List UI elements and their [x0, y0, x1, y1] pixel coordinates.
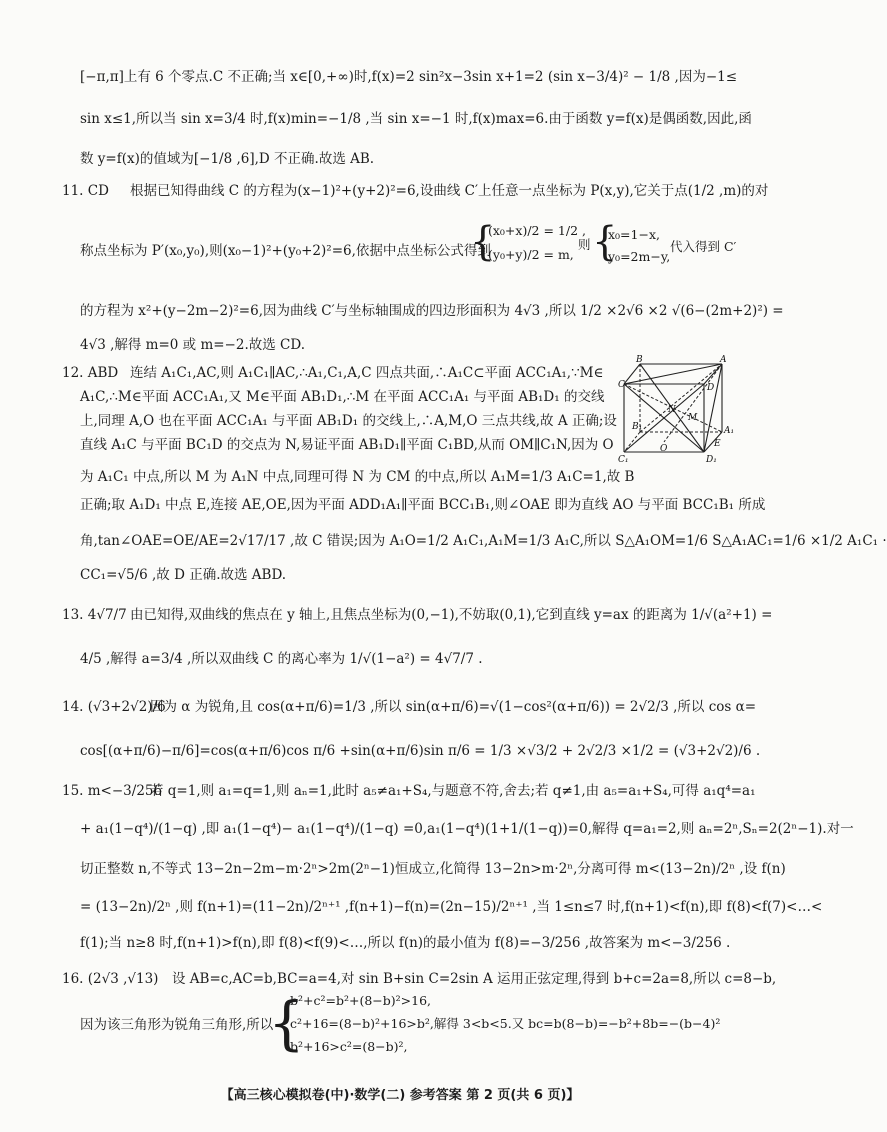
q11-answer: 11. CD — [62, 183, 109, 199]
q16-text: 因为该三角形为锐角三角形,所以 — [80, 1017, 274, 1033]
cube-figure — [618, 355, 735, 465]
brace: { — [268, 989, 305, 1057]
equation: x₀=1−x, — [608, 227, 660, 242]
q11-text: 的方程为 x²+(y−2m−2)²=6,因为曲线 C′与坐标轴围成的四边形面积为 4√3 ,所以 1/2 ×2√6 ×2 √(6−(2m+2)²) = — [80, 303, 784, 319]
q14-text: 因为 α 为锐角,且 cos(α+π/6)=1/3 ,所以 sin(α+π/6)=√(1−cos²(α+π/6)) = 2√2/3 ,所以 cos α= — [150, 699, 757, 715]
equation: b²+16>c²=(8−b)², — [290, 1039, 408, 1054]
text-fragment: 则 — [578, 237, 591, 252]
label-d1: D₁ — [706, 455, 717, 465]
q12-answer: 12. ABD — [62, 365, 119, 381]
page-footer: 【高三核心模拟卷(中)·数学(二) 参考答案 第 2 页(共 6 页)】 — [220, 1088, 580, 1103]
label-c1: C₁ — [618, 455, 629, 465]
equation: c²+16=(8−b)²+16>b²,解得 3<b<5.又 bc=b(8−b)=−b²+8b=−(b−4)² — [290, 1016, 721, 1031]
brace: { — [592, 219, 618, 265]
q12-text: 上,同理 A,O 也在平面 ACC₁A₁ 与平面 AB₁D₁ 的交线上,∴A,M,O 三点共线,故 A 正确;设 — [80, 413, 617, 429]
q12-text: 角,tan∠OAE=OE/AE=2√17/17 ,故 C 错误;因为 A₁O=1/2 A₁C₁,A₁M=1/3 A₁C,所以 S△A₁OM=1/6 S△A₁AC₁=1/6 ×1/2 A₁C₁ · — [80, 533, 887, 549]
equation: y₀=2m−y, — [608, 249, 671, 264]
q15-answer: 15. m<−3/256 — [62, 783, 163, 799]
equation: b²+c²=b²+(8−b)²>16, — [290, 993, 432, 1008]
q12-text: A₁C,∴M∈平面 ACC₁A₁,又 M∈平面 AB₁D₁,∴M 在平面 ACC₁A₁ 与平面 AB₁D₁ 的交线 — [80, 389, 605, 405]
label-a: A — [720, 355, 727, 365]
q15-text: = (13−2n)/2ⁿ ,则 f(n+1)=(11−2n)/2ⁿ⁺¹ ,f(n+1)−f(n)=(2n−15)/2ⁿ⁺¹ ,当 1≤n≤7 时,f(n+1)<f(n),即 f(8)<f(7)<…< — [80, 899, 823, 915]
q14-answer: 14. (√3+2√2)/6 — [62, 699, 166, 715]
q13-text: 由已知得,双曲线的焦点在 y 轴上,且焦点坐标为(0,−1),不妨取(0,1),它到直线 y=ax 的距离为 1/√(a²+1) = — [130, 607, 773, 623]
q12-text: 连结 A₁C₁,AC,则 A₁C₁∥AC,∴A₁,C₁,A,C 四点共面,∴A₁C⊂平面 ACC₁A₁,∵M∈ — [130, 365, 604, 381]
text-line: [−π,π]上有 6 个零点.C 不正确;当 x∈[0,+∞)时,f(x)=2 sin²x−3sin x+1=2 (sin x−3/4)² − 1/8 ,因为−1≤ — [80, 69, 738, 85]
equation: (x₀+x)/2 = 1/2 , — [488, 223, 586, 238]
q15-text: 切正整数 n,不等式 13−2n−2m−m·2ⁿ>2m(2ⁿ−1)恒成立,化简得 13−2n>m·2ⁿ,分离可得 m<(13−2n)/2ⁿ ,设 f(n) — [80, 861, 786, 877]
label-b: B — [636, 355, 643, 365]
q13-answer: 13. 4√7/7 — [62, 607, 127, 623]
cube-diagram — [618, 355, 735, 465]
text-line: 数 y=f(x)的值域为[−1/8 ,6],D 不正确.故选 AB. — [80, 151, 375, 167]
brace: { — [470, 219, 496, 265]
q12-text: 正确;取 A₁D₁ 中点 E,连接 AE,OE,因为平面 ADD₁A₁∥平面 BCC₁B₁,则∠OAE 即为直线 AO 与平面 BCC₁B₁ 所成 — [80, 497, 766, 513]
q16-answer: 16. (2√3 ,√13) — [62, 971, 159, 987]
label-m: M — [688, 413, 698, 423]
label-c: C — [618, 380, 625, 390]
q11-text: 称点坐标为 P′(x₀,y₀),则(x₀−1)²+(y₀+2)²=6,依据中点坐标公式得到 — [80, 243, 491, 259]
q11-text: 4√3 ,解得 m=0 或 m=−2.故选 CD. — [80, 337, 305, 353]
label-n: N — [668, 405, 676, 415]
q14-text: cos[(α+π/6)−π/6]=cos(α+π/6)cos π/6 +sin(α+π/6)sin π/6 = 1/3 ×√3/2 + 2√2/3 ×1/2 = (√3+2√2)/6 . — [80, 743, 761, 759]
q11-text: 根据已知得曲线 C 的方程为(x−1)²+(y+2)²=6,设曲线 C′上任意一点坐标为 P(x,y),它关于点(1/2 ,m)的对 — [130, 183, 769, 199]
label-e: E — [714, 439, 721, 449]
q13-text: 4/5 ,解得 a=3/4 ,所以双曲线 C 的离心率为 1/√(1−a²) = 4√7/7 . — [80, 651, 483, 667]
label-d: D — [707, 383, 715, 393]
label-b1: B₁ — [632, 422, 643, 432]
label-o: O — [660, 444, 668, 454]
q15-text: 若 q=1,则 a₁=q=1,则 aₙ=1,此时 a₅≠a₁+S₄,与题意不符,舍去;若 q≠1,由 a₅=a₁+S₄,可得 a₁q⁴=a₁ — [150, 783, 756, 799]
q15-text: f(1);当 n≥8 时,f(n+1)>f(n),即 f(8)<f(9)<…,所以 f(n)的最小值为 f(8)=−3/256 ,故答案为 m<−3/256 . — [80, 935, 731, 951]
text-line: sin x≤1,所以当 sin x=3/4 时,f(x)min=−1/8 ,当 sin x=−1 时,f(x)max=6.由于函数 y=f(x)是偶函数,因此,函 — [80, 111, 752, 127]
label-a1: A₁ — [724, 426, 735, 436]
q12-text: 直线 A₁C 与平面 BC₁D 的交点为 N,易证平面 AB₁D₁∥平面 C₁BD,从而 OM∥C₁N,因为 O — [80, 437, 614, 453]
q15-text: + a₁(1−q⁴)/(1−q) ,即 a₁(1−q⁴)− a₁(1−q⁴)/(1−q) =0,a₁(1−q⁴)(1+1/(1−q))=0,解得 q=a₁=2,则 aₙ=2ⁿ,Sₙ=2(2ⁿ−1).对一 — [80, 821, 854, 837]
text-fragment: 代入得到 C′ — [670, 239, 737, 254]
q12-text: 为 A₁C₁ 中点,所以 M 为 A₁N 中点,同理可得 N 为 CM 的中点,所以 A₁M=1/3 A₁C=1,故 B — [80, 469, 635, 485]
q16-text: 设 AB=c,AC=b,BC=a=4,对 sin B+sin C=2sin A 运用正弦定理,得到 b+c=2a=8,所以 c=8−b, — [172, 971, 777, 987]
q12-text: CC₁=√5/6 ,故 D 正确.故选 ABD. — [80, 567, 287, 583]
equation: (y₀+y)/2 = m, — [488, 247, 574, 262]
